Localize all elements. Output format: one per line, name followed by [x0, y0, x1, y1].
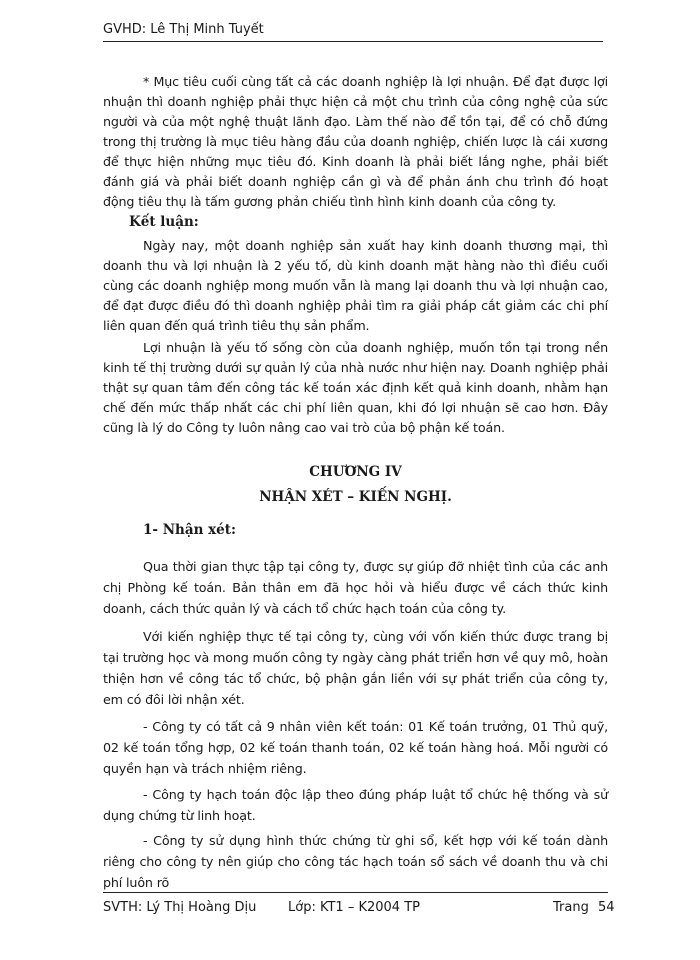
section-1-bullet-2: [103, 784, 608, 826]
conclusion-paragraph-2-text: Lợi nhuận là yếu tố sống còn của doanh nghiệp, muốn tồn tại trong nền kinh tế thị trường dưới sự quản lý của nhà nước như hiện nay. Doanh nghiệp phải thật sự quan tâm đến công tác kế toán xác định kết quả kinh doanh, nhằm hạn chế đến mức thấp nhất các chi phí liên quan, khi đó lợi nhuận sẽ cao hơn. Đây cũng là lý do Công ty luôn nâng cao vai trò của bộ phận kế toán.: [103, 340, 608, 435]
section-1-bullet-3: [103, 830, 608, 893]
footer-page-label: Trang: [553, 900, 589, 915]
intro-paragraph: [103, 72, 608, 212]
section-1-paragraph-2-text: Với kiến nghiệp thực tế tại công ty, cùng với vốn kiến thức được trang bị tại trường học và mong muốn công ty ngày càng phát triển hơn về quy mô, hoàn thiện hơn về công tác tổ chức, bộ phận gắn liền với sự phát triển của công ty, em có đôi lời nhận xét.: [103, 629, 608, 707]
section-1-bullet-3-text: - Công ty sử dụng hình thức chứng từ ghi sổ, kết hợp với kế toán dành riêng cho công ty nên giúp cho công tác hạch toán sổ sách về doanh thu và chi phí luôn rõ: [103, 833, 608, 890]
intro-paragraph-text: * Mục tiêu cuối cùng tất cả các doanh nghiệp là lợi nhuận. Để đạt được lợi nhuận thì doanh nghiệp phải thực hiện cả một chu trình của công nghệ của sức người và của một nghệ thuật lãnh đạo. Làm thế nào để tồn tại, để có chỗ đứng trong thị trường là mục tiêu hàng đầu của doanh nghiệp, chiến lược là cái xương để thực hiện những mục tiêu đó. Kinh doanh là phải biết lắng nghe, phải biết đánh giá và phải biết doanh nghiệp cần gì và để phản ánh chu trình đó hoạt động tiêu thụ là tấm gương phản chiếu tình hình kinh doanh của công ty.: [103, 74, 608, 209]
chapter-title: NHẬN XÉT – KIẾN NGHỊ.: [259, 489, 452, 505]
footer-student: SVTH: Lý Thị Hoàng Dịu: [103, 900, 257, 915]
conclusion-paragraph-1: [103, 236, 608, 336]
section-1-bullet-1-text: - Công ty có tất cả 9 nhân viên kết toán: 01 Kế toán trưởng, 01 Thủ quỹ, 02 kế toán tổng hợp, 02 kế toán thanh toán, 02 kế toán hàng hoá. Mỗi người có quyền hạn và trách nhiệm riêng.: [103, 719, 608, 776]
conclusion-paragraph-2: [103, 338, 608, 438]
conclusion-paragraph-1-text: Ngày nay, một doanh nghiệp sản xuất hay kinh doanh thương mại, thì doanh thu và lợi nhuận là 2 yếu tố, dù kinh doanh mặt hàng nào thì điều cuối cùng các doanh nghiệp mong muốn vẫn là mang lại doanh thu và lợi nhuận cao, để đạt được điều đó thì doanh nghiệp phải tìm ra giải pháp cắt giảm các chi phí liên quan đến quá trình tiêu thụ sản phẩm.: [103, 238, 608, 333]
section-1-paragraph-1-text: Qua thời gian thực tập tại công ty, được sự giúp đỡ nhiệt tình của các anh chị Phòng kế toán. Bản thân em đã học hỏi và hiểu được về cách thức kinh doanh, cách thức quản lý và cách tổ chức hạch toán của công ty.: [103, 559, 608, 616]
section-1-bullet-1: [103, 716, 608, 779]
section-1-bullet-2-text: - Công ty hạch toán độc lập theo đúng pháp luật tổ chức hệ thống và sử dụng chứng từ linh hoạt.: [103, 787, 608, 823]
section-1-paragraph-1: [103, 556, 608, 619]
footer-rule: [103, 892, 608, 893]
page-header: GVHD: Lê Thị Minh Tuyết: [103, 22, 264, 37]
section-1-heading: 1- Nhận xét:: [143, 522, 236, 538]
footer-page-number: 54: [598, 900, 615, 915]
conclusion-heading: Kết luận:: [129, 214, 199, 230]
footer-class: Lớp: KT1 – K2004 TP: [288, 900, 420, 915]
section-1-paragraph-2: [103, 626, 608, 710]
chapter-number: CHƯƠNG IV: [309, 464, 402, 480]
header-rule: [103, 41, 603, 42]
